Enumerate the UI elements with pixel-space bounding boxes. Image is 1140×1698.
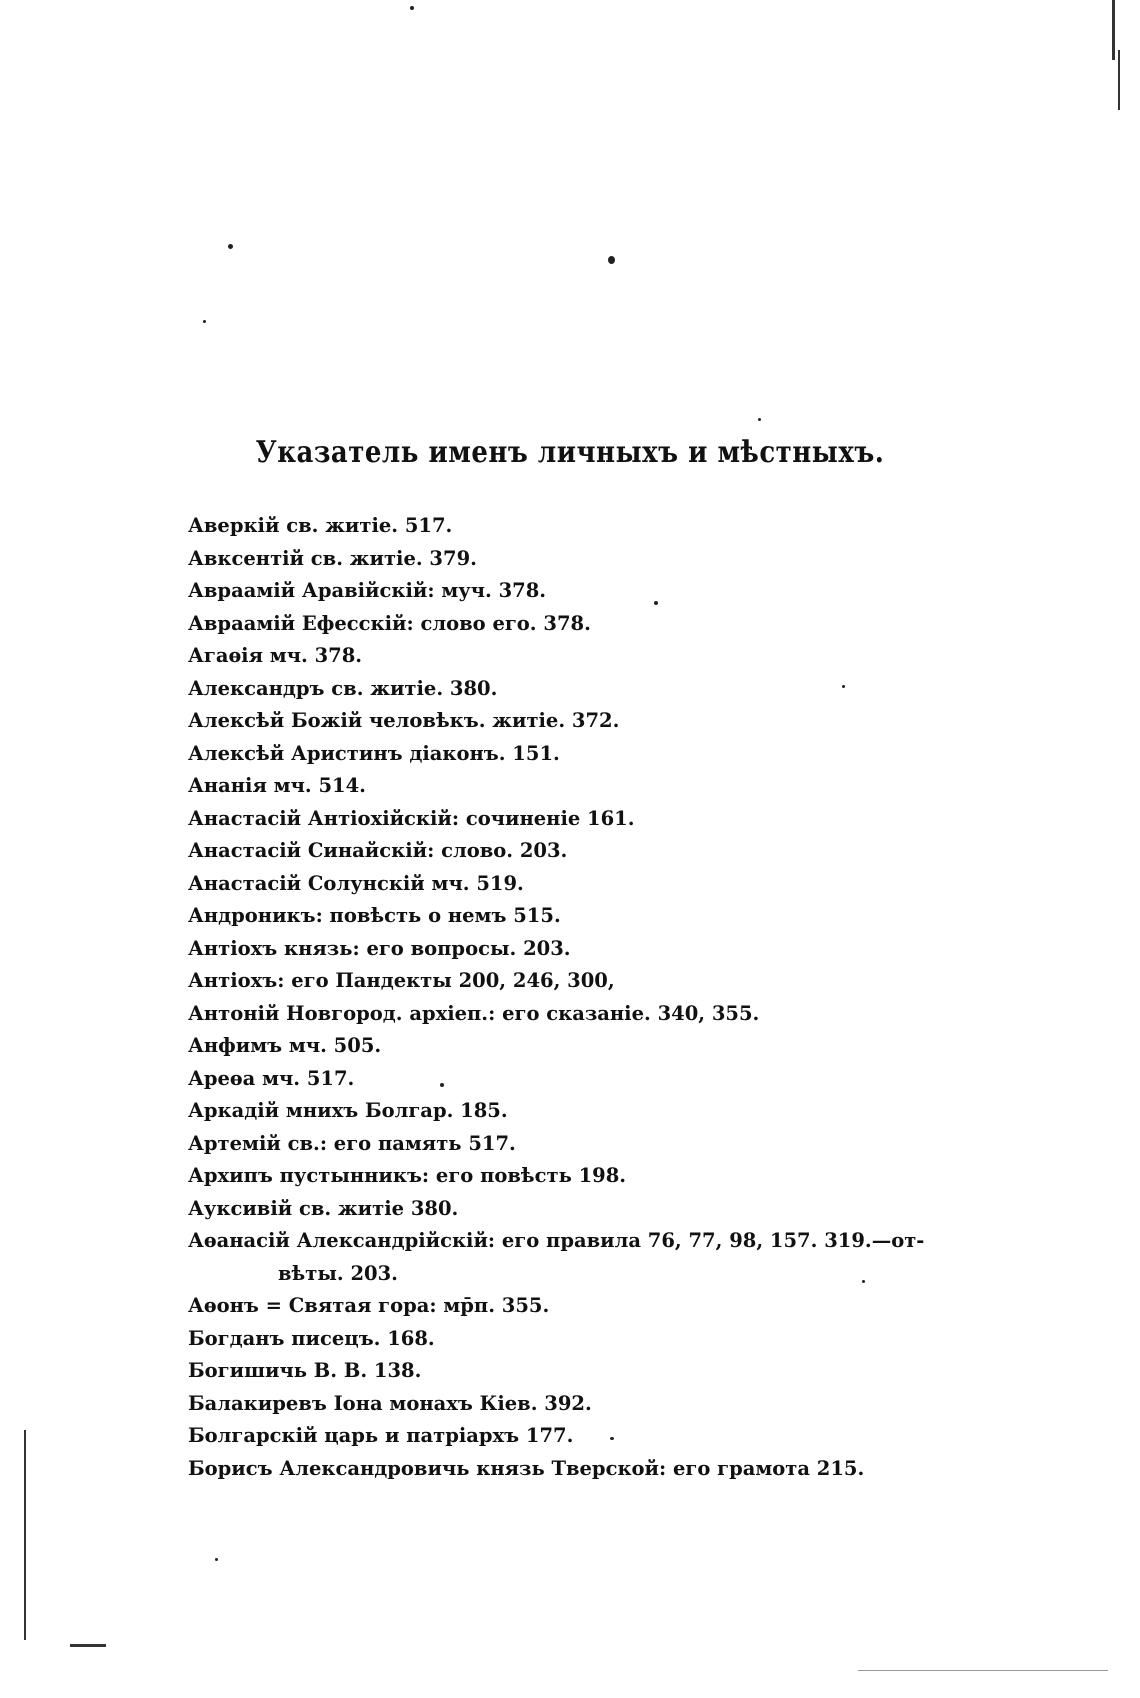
index-entry: Богданъ писецъ. 168. xyxy=(188,1326,435,1350)
index-entry: Антоній Новгород. архіеп.: его сказаніе. 340, 355. xyxy=(188,1001,760,1025)
index-entry: Богишичь В. В. 138. xyxy=(188,1359,422,1382)
scan-edge-mark xyxy=(1118,50,1120,110)
index-entry: Андроникъ: повѣсть о немъ 515. xyxy=(188,904,561,927)
scan-speck xyxy=(215,1558,218,1561)
page-title: Указатель именъ личныхъ и мѣстныхъ. xyxy=(255,435,885,471)
index-entry: Антіохъ: его Пандекты 200, 246, 300, xyxy=(188,969,615,992)
index-entries xyxy=(188,510,1008,1485)
index-entry: Болгарскій царь и патріархъ 177. xyxy=(188,1424,574,1447)
scan-speck xyxy=(203,320,206,323)
index-entry-continuation: вѣты. 203. xyxy=(278,1261,398,1285)
index-entry: Анастасій Антіохійскій: сочиненіе 161. xyxy=(188,806,635,830)
index-entry: Алексѣй Божій человѣкъ. житіе. 372. xyxy=(188,709,620,732)
scan-speck xyxy=(410,6,414,10)
index-entry: Антіохъ князь: его вопросы. 203. xyxy=(188,936,571,960)
scan-speck xyxy=(228,244,233,249)
index-entry: Аѳанасій Александрійскій: его правила 76, 77, 98, 157. 319.—от- вѣты. 203. xyxy=(188,1225,1008,1290)
scan-speck xyxy=(608,256,615,264)
index-entry: Александръ св. житіе. 380. xyxy=(188,676,498,700)
scan-edge-mark xyxy=(1112,0,1115,60)
index-entry: Артемій св.: его память 517. xyxy=(188,1131,516,1155)
index-entry: Балакиревъ Іона монахъ Кіев. 392. xyxy=(188,1391,592,1415)
scan-speck xyxy=(758,418,761,421)
index-entry: Архипъ пустынникъ: его повѣсть 198. xyxy=(188,1164,627,1187)
index-entry: Алексѣй Аристинъ діаконъ. 151. xyxy=(188,741,560,765)
index-entry: Ананія мч. 514. xyxy=(188,774,366,797)
scan-edge-mark xyxy=(70,1644,106,1647)
scan-edge-mark xyxy=(858,1670,1108,1671)
index-entry: Анастасій Синайскій: слово. 203. xyxy=(188,839,568,862)
index-entry: Ареѳа мч. 517. xyxy=(188,1066,355,1090)
index-entry: Агаѳія мч. 378. xyxy=(188,644,363,667)
index-entry: Аверкій св. житіе. 517. xyxy=(188,514,453,537)
index-entry: Анфимъ мч. 505. xyxy=(188,1034,382,1057)
index-entry: Борисъ Александровичь князь Тверской: его грамота 215. xyxy=(188,1456,865,1480)
index-entry: Аркадій мнихъ Болгар. 185. xyxy=(188,1099,508,1122)
index-entry: Авраамій Аравійскій: муч. 378. xyxy=(188,579,547,602)
index-entry: Авксентій св. житіе. 379. xyxy=(188,546,477,570)
index-entry: Ауксивій св. житіе 380. xyxy=(188,1196,459,1220)
index-entry: Авраамій Ефесскій: слово его. 378. xyxy=(188,611,591,635)
index-entry: Анастасій Солунскій мч. 519. xyxy=(188,871,524,895)
index-entry: Аѳонъ = Святая гора: мр̄п. 355. xyxy=(188,1294,550,1317)
scan-edge-mark xyxy=(24,1430,26,1640)
